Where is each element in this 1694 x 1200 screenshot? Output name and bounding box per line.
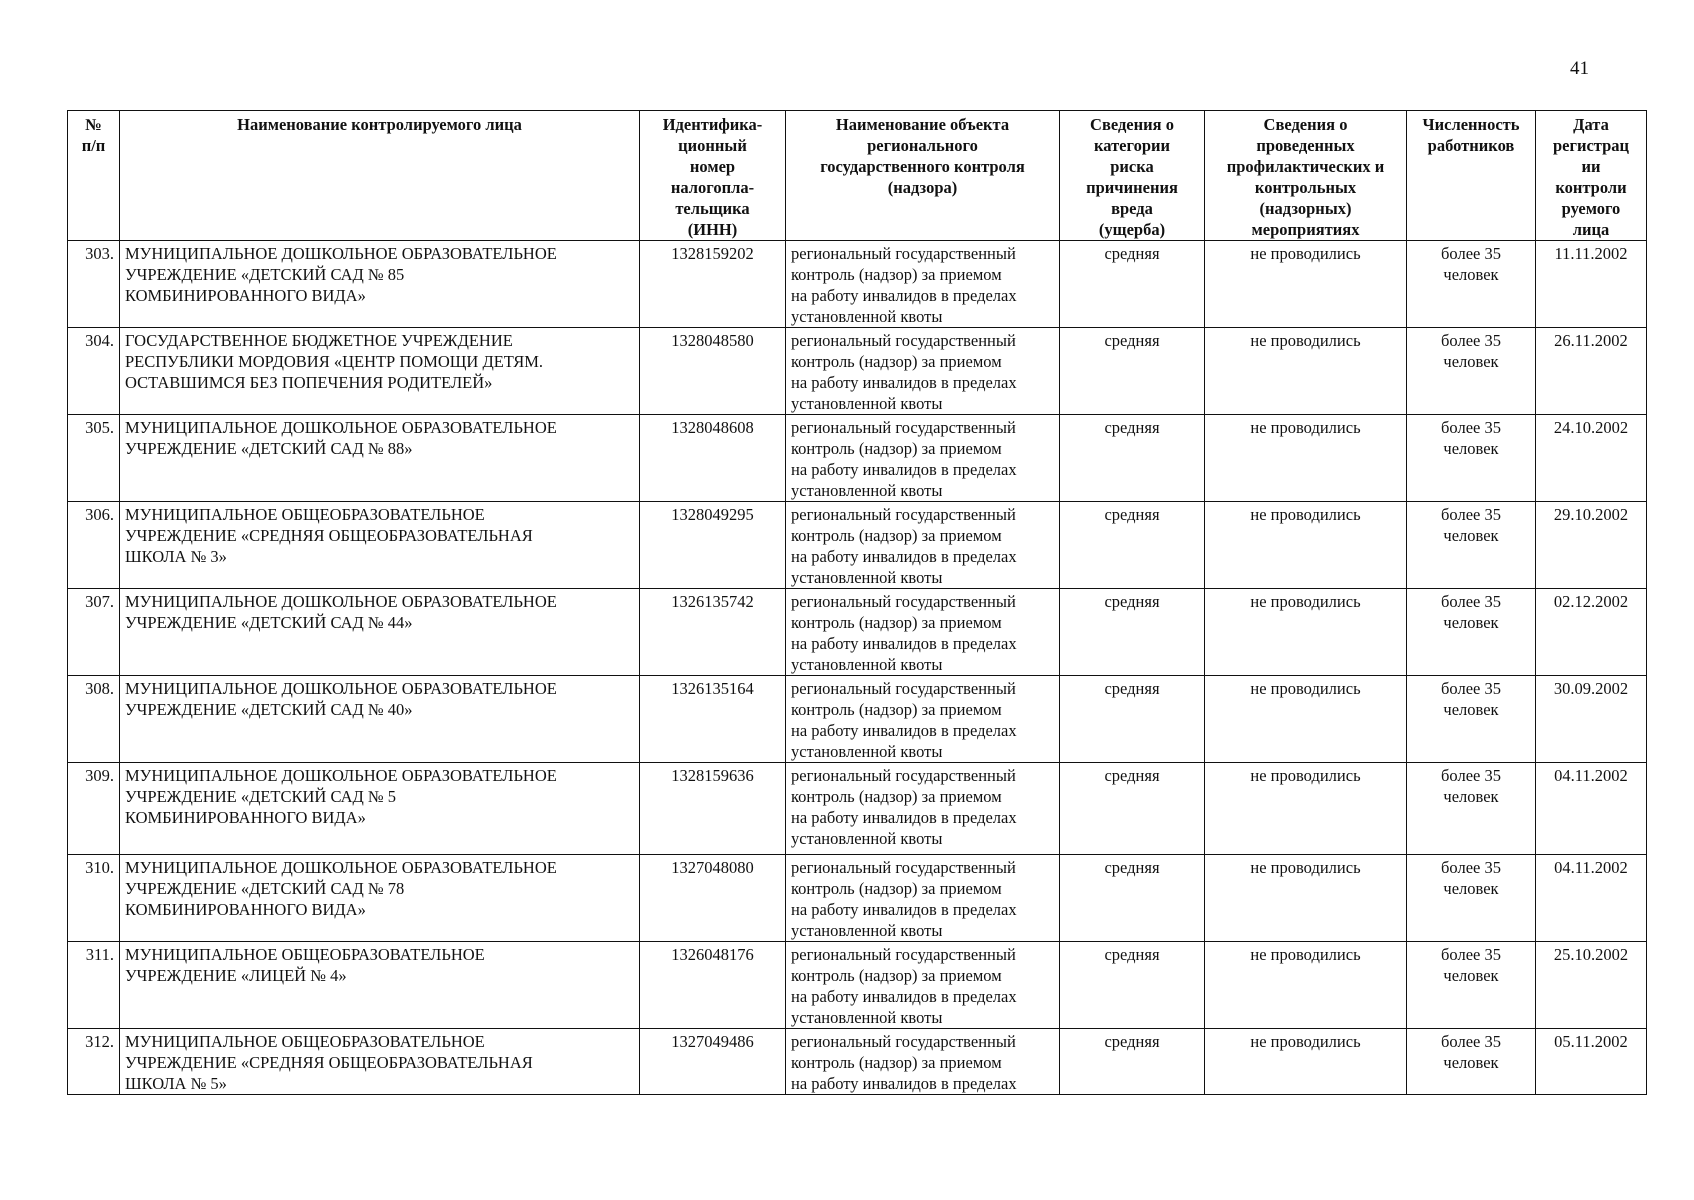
table-row (68, 676, 1647, 763)
org-name: МУНИЦИПАЛЬНОЕ ОБЩЕОБРАЗОВАТЕЛЬНОЕ УЧРЕЖДЕНИЕ «СРЕДНЯЯ ОБЩЕОБРАЗОВАТЕЛЬНАЯ ШКОЛА № 5» (120, 1029, 640, 1095)
org-name: МУНИЦИПАЛЬНОЕ ОБЩЕОБРАЗОВАТЕЛЬНОЕ УЧРЕЖДЕНИЕ «ЛИЦЕЙ № 4» (120, 942, 640, 1029)
control-object: региональный государственный контроль (надзор) за приемом на работу инвалидов в пределах установленной квоты (786, 502, 1060, 589)
risk-category: средняя (1060, 763, 1205, 855)
risk-category: средняя (1060, 502, 1205, 589)
registration-date: 24.10.2002 (1536, 415, 1647, 502)
inn-value: 1328048580 (640, 328, 786, 415)
registration-date: 29.10.2002 (1536, 502, 1647, 589)
org-name: ГОСУДАРСТВЕННОЕ БЮДЖЕТНОЕ УЧРЕЖДЕНИЕ РЕСПУБЛИКИ МОРДОВИЯ «ЦЕНТР ПОМОЩИ ДЕТЯМ. ОСТАВШИМСЯ БЕЗ ПОПЕЧЕНИЯ РОДИТЕЛЕЙ» (120, 328, 640, 415)
table-row (68, 763, 1647, 855)
row-number: 309. (68, 763, 120, 855)
table-row (68, 589, 1647, 676)
inn-value: 1326048176 (640, 942, 786, 1029)
table-body (68, 241, 1647, 1095)
control-object: региональный государственный контроль (надзор) за приемом на работу инвалидов в пределах установленной квоты (786, 676, 1060, 763)
risk-category: средняя (1060, 589, 1205, 676)
risk-category: средняя (1060, 328, 1205, 415)
page-number: 41 (1570, 58, 1589, 79)
control-object: региональный государственный контроль (надзор) за приемом на работу инвалидов в пределах установленной квоты (786, 415, 1060, 502)
inn-value: 1326135164 (640, 676, 786, 763)
events-info: не проводились (1205, 942, 1407, 1029)
row-number: 310. (68, 855, 120, 942)
staff-count: более 35 человек (1407, 328, 1536, 415)
events-info: не проводились (1205, 328, 1407, 415)
registry-table (67, 110, 1647, 1095)
events-info: не проводились (1205, 589, 1407, 676)
row-number: 308. (68, 676, 120, 763)
events-info: не проводились (1205, 241, 1407, 328)
events-info: не проводились (1205, 1029, 1407, 1095)
row-number: 304. (68, 328, 120, 415)
table-row (68, 1029, 1647, 1095)
control-object: региональный государственный контроль (надзор) за приемом на работу инвалидов в пределах установленной квоты (786, 855, 1060, 942)
staff-count: более 35 человек (1407, 1029, 1536, 1095)
risk-category: средняя (1060, 415, 1205, 502)
header-name: Наименование контролируемого лица (120, 111, 640, 241)
header-risk: Сведения о категории риска причинения вреда (ущерба) (1060, 111, 1205, 241)
risk-category: средняя (1060, 942, 1205, 1029)
events-info: не проводились (1205, 763, 1407, 855)
org-name: МУНИЦИПАЛЬНОЕ ДОШКОЛЬНОЕ ОБРАЗОВАТЕЛЬНОЕ УЧРЕЖДЕНИЕ «ДЕТСКИЙ САД № 88» (120, 415, 640, 502)
staff-count: более 35 человек (1407, 415, 1536, 502)
org-name: МУНИЦИПАЛЬНОЕ ОБЩЕОБРАЗОВАТЕЛЬНОЕ УЧРЕЖДЕНИЕ «СРЕДНЯЯ ОБЩЕОБРАЗОВАТЕЛЬНАЯ ШКОЛА № 3» (120, 502, 640, 589)
header-row (68, 111, 1647, 241)
inn-value: 1328159636 (640, 763, 786, 855)
header-date: Дата регистрац ии контроли руемого лица (1536, 111, 1647, 241)
registration-date: 05.11.2002 (1536, 1029, 1647, 1095)
events-info: не проводились (1205, 415, 1407, 502)
events-info: не проводились (1205, 502, 1407, 589)
staff-count: более 35 человек (1407, 942, 1536, 1029)
risk-category: средняя (1060, 241, 1205, 328)
row-number: 305. (68, 415, 120, 502)
row-number: 311. (68, 942, 120, 1029)
org-name: МУНИЦИПАЛЬНОЕ ДОШКОЛЬНОЕ ОБРАЗОВАТЕЛЬНОЕ УЧРЕЖДЕНИЕ «ДЕТСКИЙ САД № 78 КОМБИНИРОВАННОГО ВИДА» (120, 855, 640, 942)
row-number: 312. (68, 1029, 120, 1095)
risk-category: средняя (1060, 855, 1205, 942)
header-object: Наименование объекта регионального государственного контроля (надзора) (786, 111, 1060, 241)
staff-count: более 35 человек (1407, 241, 1536, 328)
table-row (68, 241, 1647, 328)
events-info: не проводились (1205, 855, 1407, 942)
header-staff: Численность работников (1407, 111, 1536, 241)
control-object: региональный государственный контроль (надзор) за приемом на работу инвалидов в пределах установленной квоты (786, 942, 1060, 1029)
org-name: МУНИЦИПАЛЬНОЕ ДОШКОЛЬНОЕ ОБРАЗОВАТЕЛЬНОЕ УЧРЕЖДЕНИЕ «ДЕТСКИЙ САД № 85 КОМБИНИРОВАННОГО ВИДА» (120, 241, 640, 328)
row-number: 307. (68, 589, 120, 676)
inn-value: 1327048080 (640, 855, 786, 942)
table-row (68, 502, 1647, 589)
org-name: МУНИЦИПАЛЬНОЕ ДОШКОЛЬНОЕ ОБРАЗОВАТЕЛЬНОЕ УЧРЕЖДЕНИЕ «ДЕТСКИЙ САД № 40» (120, 676, 640, 763)
inn-value: 1326135742 (640, 589, 786, 676)
staff-count: более 35 человек (1407, 502, 1536, 589)
registration-date: 25.10.2002 (1536, 942, 1647, 1029)
header-num: № п/п (68, 111, 120, 241)
inn-value: 1328159202 (640, 241, 786, 328)
staff-count: более 35 человек (1407, 589, 1536, 676)
events-info: не проводились (1205, 676, 1407, 763)
header-events: Сведения о проведенных профилактических и контрольных (надзорных) мероприятиях (1205, 111, 1407, 241)
org-name: МУНИЦИПАЛЬНОЕ ДОШКОЛЬНОЕ ОБРАЗОВАТЕЛЬНОЕ УЧРЕЖДЕНИЕ «ДЕТСКИЙ САД № 44» (120, 589, 640, 676)
control-object: региональный государственный контроль (надзор) за приемом на работу инвалидов в пределах установленной квоты (786, 241, 1060, 328)
table-row (68, 855, 1647, 942)
org-name: МУНИЦИПАЛЬНОЕ ДОШКОЛЬНОЕ ОБРАЗОВАТЕЛЬНОЕ УЧРЕЖДЕНИЕ «ДЕТСКИЙ САД № 5 КОМБИНИРОВАННОГО ВИДА» (120, 763, 640, 855)
control-object: региональный государственный контроль (надзор) за приемом на работу инвалидов в пределах установленной квоты (786, 328, 1060, 415)
inn-value: 1328048608 (640, 415, 786, 502)
risk-category: средняя (1060, 676, 1205, 763)
staff-count: более 35 человек (1407, 676, 1536, 763)
staff-count: более 35 человек (1407, 763, 1536, 855)
registration-date: 30.09.2002 (1536, 676, 1647, 763)
inn-value: 1327049486 (640, 1029, 786, 1095)
registration-date: 11.11.2002 (1536, 241, 1647, 328)
table-row (68, 942, 1647, 1029)
control-object: региональный государственный контроль (надзор) за приемом на работу инвалидов в пределах установленной квоты (786, 763, 1060, 855)
header-inn: Идентифика- ционный номер налогопла- тельщика (ИНН) (640, 111, 786, 241)
registration-date: 04.11.2002 (1536, 855, 1647, 942)
table-row (68, 415, 1647, 502)
staff-count: более 35 человек (1407, 855, 1536, 942)
control-object: региональный государственный контроль (надзор) за приемом на работу инвалидов в пределах (786, 1029, 1060, 1095)
row-number: 303. (68, 241, 120, 328)
row-number: 306. (68, 502, 120, 589)
registration-date: 26.11.2002 (1536, 328, 1647, 415)
registration-date: 04.11.2002 (1536, 763, 1647, 855)
control-object: региональный государственный контроль (надзор) за приемом на работу инвалидов в пределах установленной квоты (786, 589, 1060, 676)
table-row (68, 328, 1647, 415)
inn-value: 1328049295 (640, 502, 786, 589)
risk-category: средняя (1060, 1029, 1205, 1095)
registration-date: 02.12.2002 (1536, 589, 1647, 676)
